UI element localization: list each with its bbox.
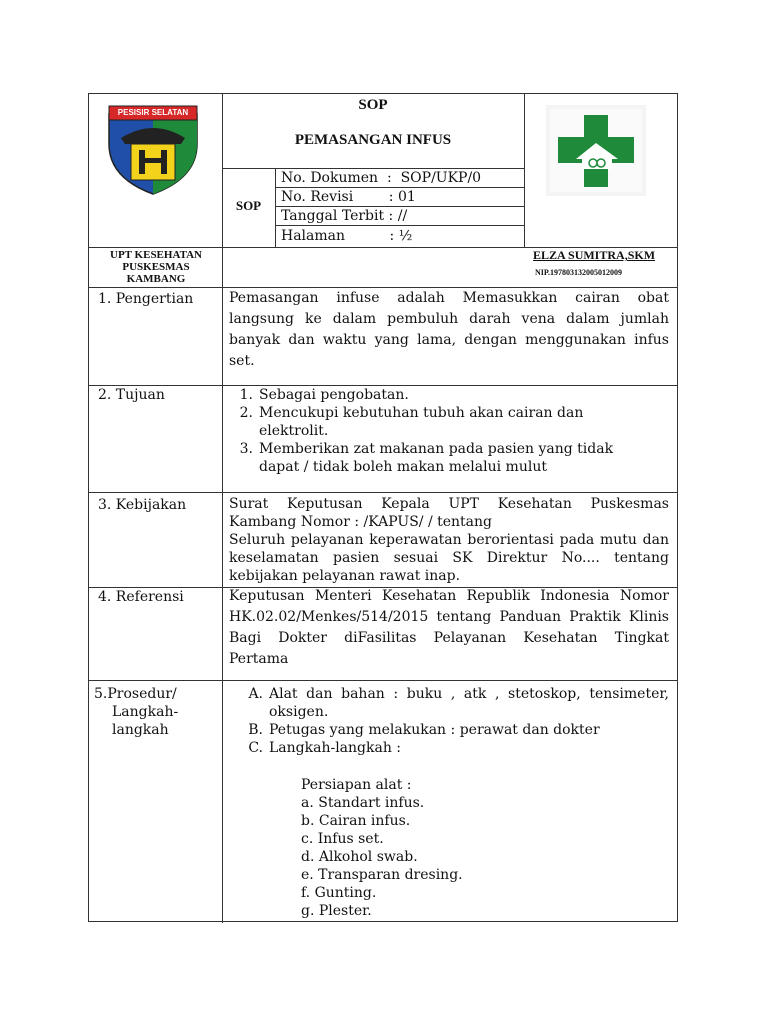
- sop-table: [88, 93, 678, 922]
- label-pengertian: 1. Pengertian: [98, 291, 194, 307]
- prosedur-list: [229, 685, 669, 757]
- kebijakan-line: Surat Keputusan Kepala UPT Kesehatan Puskesmas Kambang Nomor : /KAPUS/ / tentang: [229, 496, 669, 530]
- list-item: e. Transparan dresing.: [301, 867, 463, 883]
- sop-side-label: SOP: [235, 198, 262, 213]
- revision-number: No. Revisi : 01: [281, 189, 416, 205]
- list-text: Sebagai pengobatan.: [259, 387, 409, 403]
- page-number: Halaman : ½: [281, 228, 413, 244]
- label-prosedur: [94, 685, 178, 739]
- column-divider: [524, 94, 525, 247]
- unit-name: [91, 249, 221, 285]
- kebijakan-line: Seluruh pelayanan keperawatan berorientasi pada mutu dan keselamatan pasien sesuai SK Direktur No.... tentang kebijakan pelayanan rawat inap.: [229, 532, 669, 584]
- issue-date: Tanggal Terbit : //: [281, 208, 408, 224]
- list-text: Memberikan zat makanan pada pasien yang tidak dapat / tidak boleh makan melalui mulut: [259, 441, 614, 475]
- row-divider: [89, 680, 677, 681]
- label-referensi: 4. Referensi: [98, 589, 184, 605]
- unit-line: KAMBANG: [126, 273, 186, 285]
- label-kebijakan: 3. Kebijakan: [98, 497, 187, 513]
- column-divider: [275, 168, 276, 247]
- unit-line: PUSKESMAS: [122, 261, 190, 273]
- list-item: f. Gunting.: [301, 885, 377, 901]
- tujuan-list: [229, 386, 669, 476]
- logo-band-text: PESISIR SELATAN: [117, 108, 189, 117]
- list-item: a. Standart infus.: [301, 795, 425, 811]
- list-item: c. Infus set.: [301, 831, 384, 847]
- list-item: g. Plester.: [301, 903, 372, 919]
- list-item: [229, 721, 669, 739]
- list-number: 1.: [239, 387, 253, 403]
- list-item: [229, 440, 629, 476]
- unit-line: UPT KESEHATAN: [110, 249, 202, 261]
- list-text: Langkah-langkah :: [269, 740, 402, 756]
- row-divider: [275, 225, 524, 226]
- signer-nip: NIP.197803132005012009: [535, 268, 623, 277]
- list-item: [229, 386, 669, 404]
- list-text: Alat dan bahan : buku , atk , stetoskop, tensimeter, oksigen.: [269, 686, 669, 720]
- list-item: [229, 739, 669, 757]
- title-sop: SOP: [358, 97, 388, 113]
- page-title: PEMASANGAN INFUS: [294, 132, 452, 148]
- list-number: A.: [248, 686, 263, 702]
- referensi-text: Keputusan Menteri Kesehatan Republik Indonesia Nomor HK.02.02/Menkes/514/2015 tentang Panduan Praktik Klinis Bagi Dokter diFasilitas Pelayanan Kesehatan Tingkat Pertama: [229, 588, 669, 667]
- list-number: C.: [248, 740, 263, 756]
- puskesmas-logo: [546, 105, 646, 196]
- pengertian-text: Pemasangan infuse adalah Memasukkan cairan obat langsung ke dalam pembuluh darah vena dalam jumlah banyak dan waktu yang lama, dengan menggunakan infus set.: [229, 290, 669, 369]
- list-item: [229, 685, 669, 721]
- label-line: 5.Prosedur/: [94, 686, 177, 702]
- label-line: Langkah-: [112, 704, 179, 720]
- signer-name: ELZA SUMITRA,SKM: [533, 248, 656, 262]
- column-divider: [222, 94, 223, 923]
- list-number: 3.: [239, 441, 253, 457]
- list-text: Petugas yang melakukan : perawat dan dokter: [269, 722, 600, 738]
- kebijakan-text: [229, 495, 669, 585]
- list-item: [229, 404, 609, 440]
- list-number: B.: [248, 722, 263, 738]
- persiapan-title: Persiapan alat :: [301, 777, 412, 793]
- list-text: Mencukupi kebutuhan tubuh akan cairan dan elektrolit.: [259, 405, 584, 439]
- row-divider: [89, 492, 677, 493]
- list-number: 2.: [239, 405, 253, 421]
- label-line: langkah: [112, 722, 169, 738]
- label-tujuan: 2. Tujuan: [98, 387, 165, 403]
- pesisir-selatan-logo: [105, 104, 201, 196]
- persiapan-alat: [301, 776, 463, 920]
- doc-number: No. Dokumen : SOP/UKP/0: [281, 170, 482, 186]
- list-item: b. Cairan infus.: [301, 813, 411, 829]
- list-item: d. Alkohol swab.: [301, 849, 418, 865]
